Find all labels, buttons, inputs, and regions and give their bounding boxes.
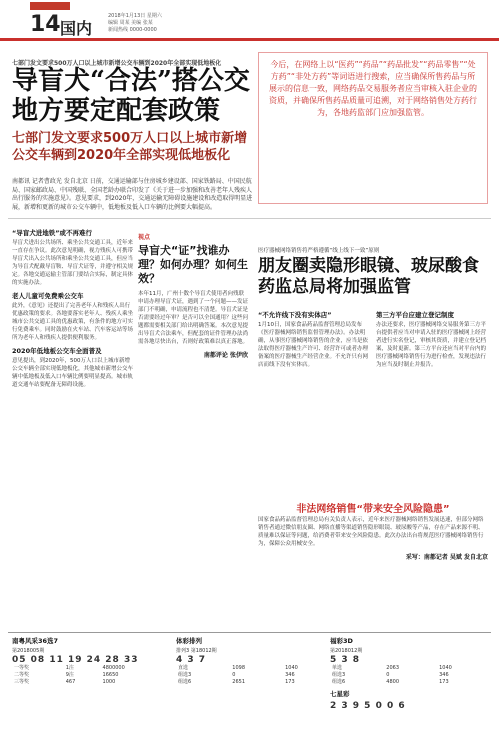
cell: 单选: [332, 665, 343, 671]
headline-line-2: 地方要定配套政策: [12, 96, 221, 126]
left-col-heading: “导盲犬进地铁”或不再难行: [12, 229, 93, 237]
lottery-1-title: 南粤风采36选7: [12, 637, 59, 645]
cell: 9注: [65, 672, 74, 678]
table-row: [12, 665, 172, 672]
main-subheadline: 七部门发文要求500万人口以上城市新增公交车辆到2020年全部实现低地板化: [12, 131, 248, 163]
lottery-3-extra-numbers: 2 3 9 5 0 0 6: [330, 701, 406, 711]
right-col-body-1: 1月10日，国家食品药品监督管理总局发布《医疗器械网络销售监督管理办法》。办法明确，从事医疗器械网络销售的企业，应当是依法取得医疗器械生产许可、经营许可或者办理备案的医疗器械生产经营企业。不允许只有网店而线下没有实体店。: [258, 322, 369, 368]
cell: 0: [232, 672, 236, 678]
cell: 2063: [386, 665, 400, 671]
right-story-title: 朋友圈卖隐形眼镜、玻尿酸食药监总局将加强监管: [258, 256, 479, 297]
table-row: [12, 679, 172, 686]
right-story-kicker: 医疗器械网络销售将严格遵循“线上线下一致”原则: [258, 248, 380, 254]
lottery-3-extra-title: 七星彩: [330, 690, 350, 698]
cell: 直选: [178, 665, 189, 671]
right-col-a: [258, 306, 368, 369]
pull-quote-box: [258, 52, 488, 204]
headline-line-1: 导盲犬“合法”搭公交: [12, 66, 250, 96]
lottery-1-table: [12, 665, 172, 686]
right-col-body-2: 办法还要求，医疗器械网络交易服务第三方平台提供者应当对申请入驻的医疗器械网上经营者进行实名登记，审核其资质，并建立登记档案，及时更新。第三方平台还应当对平台内的医疗器械网络销售行为进行检查，发现违法行为应当及时制止并报告。: [376, 322, 487, 368]
table-row: [330, 672, 490, 679]
table-row: [330, 679, 490, 686]
lottery-1-issue: 第2018005期: [12, 648, 45, 654]
table-row: [176, 679, 336, 686]
lottery-col-1: [12, 636, 172, 686]
red-section-body: [258, 516, 488, 561]
lottery-2-title: 体彩排列: [176, 637, 202, 645]
editorial-tag: 视点: [138, 234, 151, 241]
pull-quote-text: 今后，在网络上以“医药”“药品”“药品批发”“药品零售”“处方药”“非处方药”等词语进行搜索，应当确保所售药品与所展示的信息一致，网络药品交易服务者应当审核入驻企业的资质，并确保所售药品质量可追溯，对于网络销售处方药行为，各地药监部门应加强监管。: [269, 60, 477, 117]
cell: 346: [439, 672, 449, 678]
left-col-heading-2: 老人儿童可免费乘公交车: [12, 292, 84, 300]
cell: 一等奖: [14, 665, 30, 671]
cell: 173: [285, 679, 295, 685]
right-col-b: [376, 306, 488, 369]
lottery-2-table: [176, 665, 336, 686]
right-col-heading-1: “不允许线下没有实体店”: [258, 311, 332, 319]
editorial-title: 导盲犬“证”找谁办理？如何办理？如何生效？: [138, 244, 248, 285]
cell: 1098: [232, 665, 246, 671]
lottery-2-numbers: 4 3 7: [176, 655, 207, 665]
section-name: 国内: [60, 19, 93, 38]
cell: 组选6: [178, 679, 192, 685]
left-col-body-2: 此外，《意见》还提出了完善老年人和残疾人出行优惠政策的要求。各地要落实老年人、残疾人乘坐城市公共交通工具的优惠政策，有条件的地方可实行免费乘车。同时鼓励在火车站、汽车客运站等场所为老年人和残疾人提供便利服务。: [12, 303, 134, 341]
cell: 4800: [386, 679, 400, 685]
cell: 组选3: [178, 672, 192, 678]
newspaper-logo: [30, 2, 70, 10]
lottery-3-numbers: 5 3 8: [330, 655, 361, 665]
main-lead: 南都讯 记者曹政光 发自北京 日前，交通运输部与住房城乡建设部、国家铁路局、中国民航局、国家邮政局、中国残联、全国老龄办联合印发了《关于进一步加强和改善老年人残疾人出行服务的实施意见》。意见要求，到2020年，交通运输无障碍设施建设和改造取得明显进展，新增和更新的城市公交车辆中，低地板及低入口车辆的比例要大幅提高。: [12, 178, 253, 211]
cell: 2651: [232, 679, 246, 685]
lottery-col-3: [330, 636, 490, 711]
cell: 1040: [439, 665, 452, 671]
lottery-2-issue: 排列3 第18012期: [176, 648, 217, 654]
cell: 1040: [285, 665, 298, 671]
right-col-heading-2: 第三方平台应建立登记制度: [376, 311, 454, 319]
lottery-3-title: 福彩3D: [330, 637, 353, 645]
page-number: 14: [30, 12, 61, 37]
lottery-3-issue: 第2018012期: [330, 648, 363, 654]
cell: 173: [439, 679, 449, 685]
left-col-body: 导盲犬进出公共场所、乘坐公共交通工具，近年来一直存在争议。此次意见明确，视力残疾人可携带导盲犬出入公共场所和乘坐公共交通工具，但应当为导盲犬配戴导盲鞍、导盲犬证等，并遵守相关规定。各地交通运输主管部门要结合实际，制定具体的实施办法。: [12, 240, 134, 286]
cell: 346: [285, 672, 295, 678]
table-row: [12, 672, 172, 679]
cell: 1000: [102, 679, 116, 685]
editorial-column: [138, 232, 248, 359]
cell: 467: [65, 679, 76, 685]
masthead: [0, 0, 499, 42]
table-row: [176, 665, 336, 672]
lottery-1-numbers: 05 08 11 19 24 28 33: [12, 655, 139, 665]
date-line: 2018年1月13日 星期六: [108, 13, 162, 19]
cell: 组选3: [332, 672, 346, 678]
cell: 4800000: [102, 665, 125, 671]
left-column: [12, 224, 134, 389]
red-section-title: 非法网络销售“带来安全风险隐患”: [296, 504, 450, 515]
editor-line: 编辑 周某 美编 张某: [108, 20, 153, 26]
red-section-text: 国家食品药品监督管理总局有关负责人表示，近年来医疗器械网络销售发展迅速，但部分网络销售者通过微信朋友圈、网络直播等渠道销售隐形眼镜、玻尿酸等产品，存在产品来源不明、质量难以保证等问题，给消费者带来安全风险隐患。此次办法出台将规范医疗器械网络销售行为，保障公众用械安全。: [258, 517, 484, 547]
red-section-author: 采写：南都记者 吴斌 发自北京: [405, 554, 488, 561]
section-divider: [8, 218, 491, 219]
table-row: [176, 672, 336, 679]
header-divider: [0, 38, 499, 41]
cell: 16650: [102, 672, 119, 678]
cell: 二等奖: [14, 672, 30, 678]
left-col-heading-3: 2020年低地板公交车全面普及: [12, 347, 102, 355]
table-row: [330, 665, 490, 672]
lottery-col-2: [176, 636, 336, 686]
left-col-body-3: 意见提出，到2020年，500万人口以上城市新增公交车辆全部实现低地板化，其他城市新增公交车辆中低地板及低入口车辆比例要明显提高。城市轨道交通车站要配备无障碍设施。: [12, 358, 134, 388]
editorial-body: 本年11月，广州十数个导盲犬使用者向残联申请办理导盲犬证，遇到了一个问题——发证部门不明确，申请流程也不清楚。导盲犬证是否需要经过年审？是否可以全国通用？这些问题都需要相关部门给出明确答案。本次意见提出导盲犬合法乘车，但配套的证件管理办法尚需各地尽快出台，否则好政策难以真正落地。: [138, 291, 249, 345]
editorial-author: 南都评论 张伊欣: [203, 352, 248, 359]
main-headline: [12, 66, 262, 126]
cell: 组选6: [332, 679, 346, 685]
cell: 三等奖: [14, 679, 30, 685]
main-story-kicker: 七部门发文要求500万人口以上城市新增公交车辆到2020年全部实现低地板化: [12, 60, 222, 67]
cell: 0: [386, 672, 390, 678]
lottery-divider: [8, 632, 491, 633]
lottery-3-table: [330, 665, 490, 686]
cell: 1注: [65, 665, 74, 671]
hotline-line: 新闻热线 0000-0000: [108, 27, 157, 33]
